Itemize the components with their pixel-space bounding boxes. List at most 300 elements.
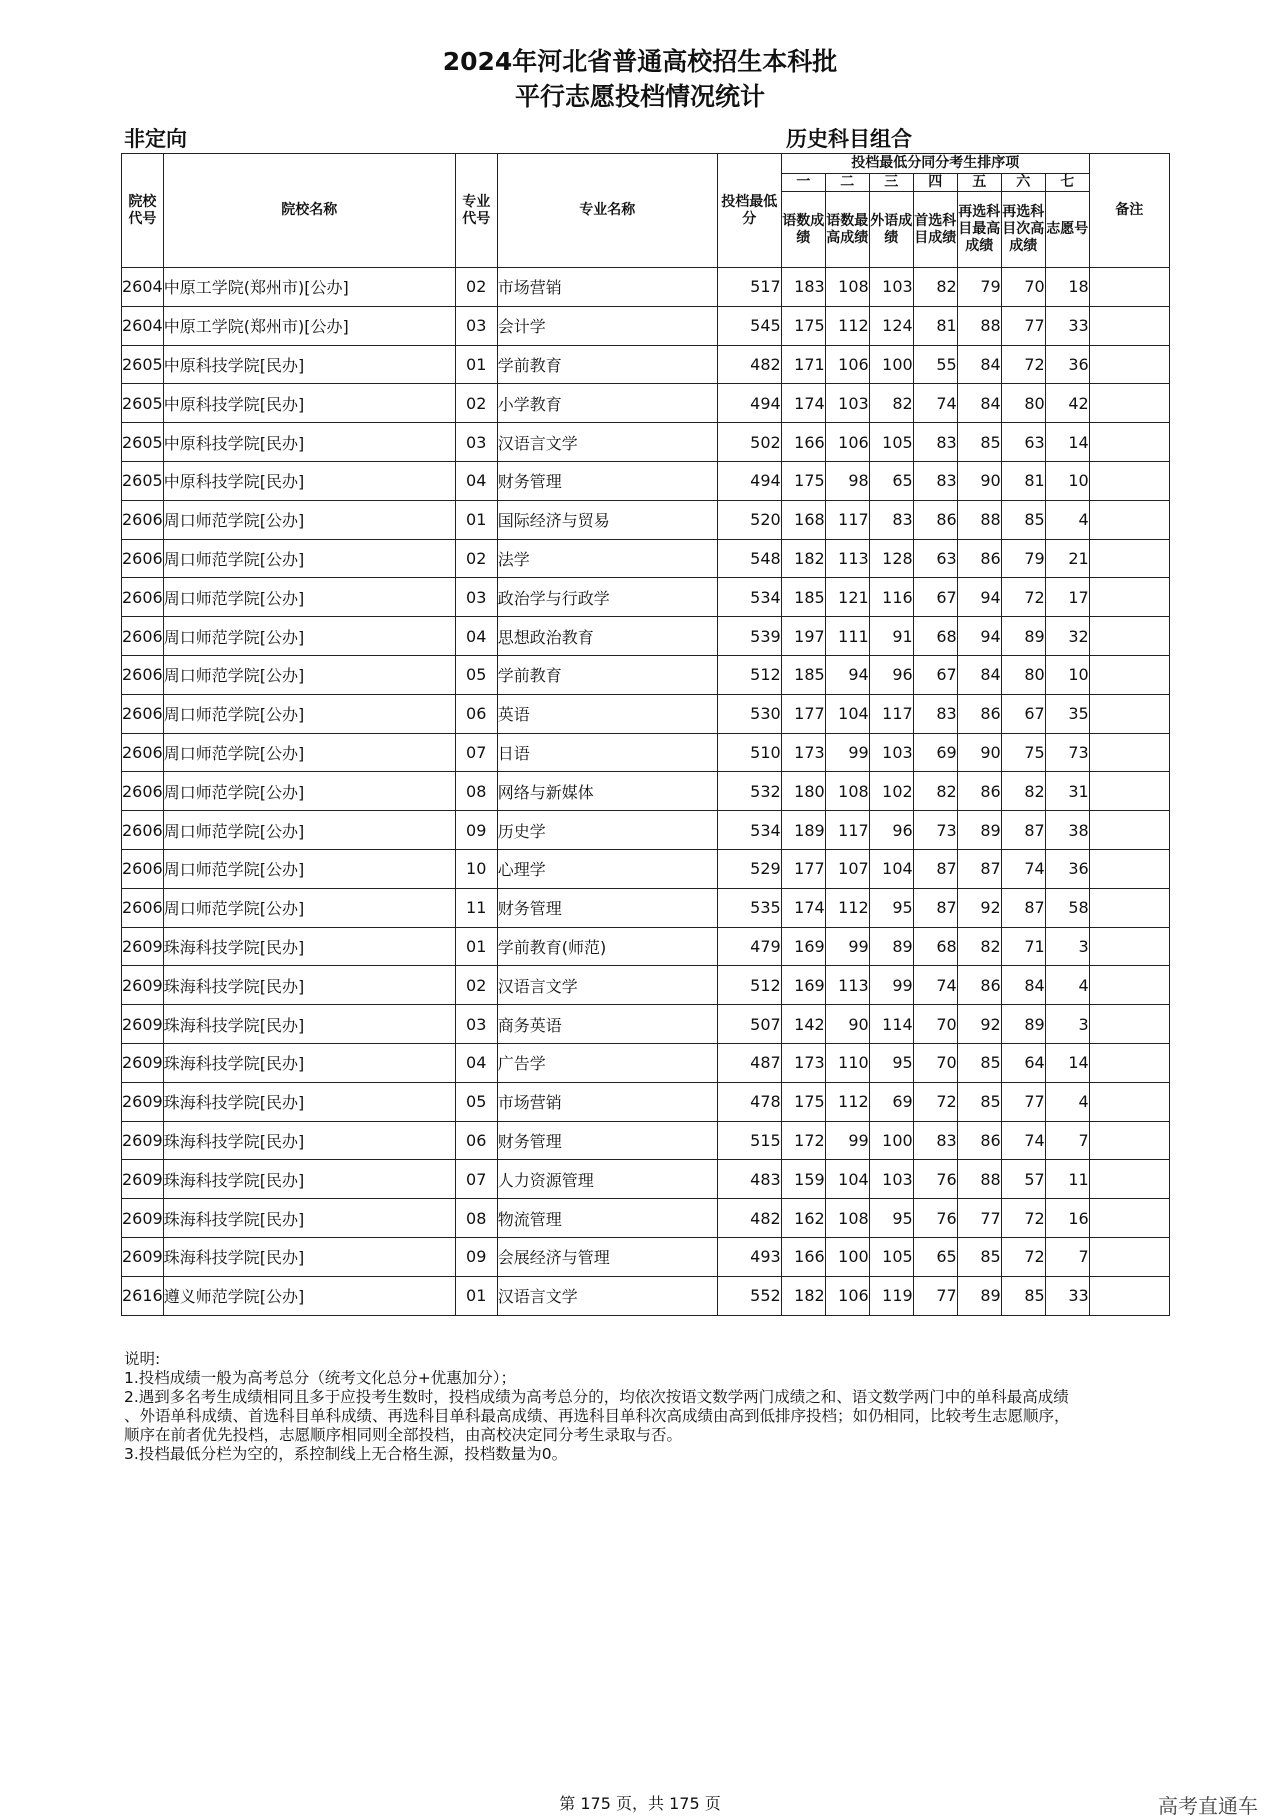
header-min-score: 投档最低分	[717, 154, 781, 268]
min-score-cell: 478	[717, 1082, 781, 1121]
tb-value-cell: 87	[1001, 811, 1045, 850]
school-code-cell: 2609	[122, 1005, 164, 1044]
tb-value-cell: 88	[957, 1160, 1001, 1199]
min-score-cell: 482	[717, 345, 781, 384]
school-code-cell: 2609	[122, 1082, 164, 1121]
school-code-cell: 2606	[122, 888, 164, 927]
tb-value-cell: 177	[781, 849, 825, 888]
school-code-cell: 2605	[122, 384, 164, 423]
tb-value-cell: 95	[869, 1043, 913, 1082]
tb-value-cell: 174	[781, 888, 825, 927]
table-row	[122, 461, 1170, 500]
table-row	[122, 1082, 1170, 1121]
header-tb-num: 五	[957, 174, 1001, 192]
header-school-name: 院校名称	[163, 154, 455, 268]
tb-value-cell: 100	[825, 1237, 869, 1276]
major-code-cell: 01	[455, 500, 497, 539]
min-score-cell: 512	[717, 966, 781, 1005]
tb-value-cell: 73	[913, 811, 957, 850]
tb-value-cell: 64	[1001, 1043, 1045, 1082]
tb-value-cell: 85	[957, 1237, 1001, 1276]
remark-cell	[1089, 500, 1169, 539]
tb-value-cell: 99	[825, 927, 869, 966]
school-name-cell: 周口师范学院[公办]	[163, 733, 455, 772]
school-name-cell: 周口师范学院[公办]	[163, 655, 455, 694]
remark-cell	[1089, 1237, 1169, 1276]
header-tb-num: 三	[869, 174, 913, 192]
tb-value-cell: 94	[825, 655, 869, 694]
table-row	[122, 927, 1170, 966]
category-label: 非定向	[124, 127, 187, 151]
tb-value-cell: 63	[913, 539, 957, 578]
table-row	[122, 617, 1170, 656]
table-row	[122, 772, 1170, 811]
tb-value-cell: 77	[913, 1276, 957, 1315]
min-score-cell: 520	[717, 500, 781, 539]
tb-value-cell: 72	[913, 1082, 957, 1121]
school-code-cell: 2605	[122, 345, 164, 384]
tb-value-cell: 83	[913, 423, 957, 462]
school-code-cell: 2604	[122, 306, 164, 345]
school-name-cell: 中原工学院(郑州市)[公办]	[163, 268, 455, 307]
school-name-cell: 珠海科技学院[民办]	[163, 1043, 455, 1082]
remark-cell	[1089, 772, 1169, 811]
major-name-cell: 商务英语	[497, 1005, 717, 1044]
school-name-cell: 周口师范学院[公办]	[163, 578, 455, 617]
tb-value-cell: 162	[781, 1199, 825, 1238]
major-code-cell: 05	[455, 655, 497, 694]
tb-value-cell: 99	[825, 733, 869, 772]
school-name-cell: 珠海科技学院[民办]	[163, 1199, 455, 1238]
min-score-cell: 512	[717, 655, 781, 694]
watermark: 高考直通车	[1158, 1794, 1258, 1818]
remark-cell	[1089, 1199, 1169, 1238]
tb-value-cell: 85	[1001, 500, 1045, 539]
tb-value-cell: 89	[1001, 617, 1045, 656]
tb-value-cell: 197	[781, 617, 825, 656]
tb-value-cell: 173	[781, 733, 825, 772]
tb-value-cell: 65	[869, 461, 913, 500]
remark-cell	[1089, 1005, 1169, 1044]
tb-value-cell: 14	[1045, 423, 1089, 462]
tb-value-cell: 106	[825, 1276, 869, 1315]
remark-cell	[1089, 539, 1169, 578]
tb-value-cell: 173	[781, 1043, 825, 1082]
tb-value-cell: 121	[825, 578, 869, 617]
school-name-cell: 珠海科技学院[民办]	[163, 1237, 455, 1276]
tb-value-cell: 95	[869, 888, 913, 927]
major-name-cell: 财务管理	[497, 1121, 717, 1160]
tb-value-cell: 106	[825, 423, 869, 462]
tb-value-cell: 175	[781, 461, 825, 500]
tb-value-cell: 168	[781, 500, 825, 539]
major-code-cell: 07	[455, 1160, 497, 1199]
tb-value-cell: 171	[781, 345, 825, 384]
tb-value-cell: 11	[1045, 1160, 1089, 1199]
major-name-cell: 会计学	[497, 306, 717, 345]
tb-value-cell: 119	[869, 1276, 913, 1315]
min-score-cell: 502	[717, 423, 781, 462]
school-name-cell: 中原工学院(郑州市)[公办]	[163, 306, 455, 345]
tb-value-cell: 36	[1045, 849, 1089, 888]
remark-cell	[1089, 849, 1169, 888]
tb-value-cell: 63	[1001, 423, 1045, 462]
school-name-cell: 珠海科技学院[民办]	[163, 966, 455, 1005]
min-score-cell: 479	[717, 927, 781, 966]
tb-value-cell: 108	[825, 1199, 869, 1238]
school-code-cell: 2605	[122, 461, 164, 500]
remark-cell	[1089, 306, 1169, 345]
subject-combination-label: 历史科目组合	[786, 127, 912, 151]
tb-value-cell: 4	[1045, 966, 1089, 1005]
tb-value-cell: 84	[957, 345, 1001, 384]
school-code-cell: 2604	[122, 268, 164, 307]
table-row	[122, 849, 1170, 888]
table-row	[122, 384, 1170, 423]
notes-heading: 说明:	[124, 1350, 161, 1368]
table-row	[122, 423, 1170, 462]
major-name-cell: 汉语言文学	[497, 966, 717, 1005]
header-tb-label: 外语成绩	[869, 192, 913, 268]
major-name-cell: 法学	[497, 539, 717, 578]
note-line: 3.投档最低分栏为空的，系控制线上无合格生源，投档数量为0。	[124, 1445, 568, 1463]
tb-value-cell: 36	[1045, 345, 1089, 384]
page-footer: 第 175 页，共 175 页	[559, 1794, 721, 1813]
tb-value-cell: 38	[1045, 811, 1089, 850]
tb-value-cell: 113	[825, 966, 869, 1005]
major-code-cell: 07	[455, 733, 497, 772]
tb-value-cell: 68	[913, 927, 957, 966]
tb-value-cell: 77	[1001, 306, 1045, 345]
header-tb-label: 志愿号	[1045, 192, 1089, 268]
tb-value-cell: 7	[1045, 1121, 1089, 1160]
remark-cell	[1089, 966, 1169, 1005]
tb-value-cell: 104	[869, 849, 913, 888]
tb-value-cell: 89	[957, 1276, 1001, 1315]
school-name-cell: 周口师范学院[公办]	[163, 694, 455, 733]
remark-cell	[1089, 268, 1169, 307]
page-subtitle: 平行志愿投档情况统计	[514, 82, 765, 111]
tb-value-cell: 87	[1001, 888, 1045, 927]
tb-value-cell: 90	[957, 733, 1001, 772]
remark-cell	[1089, 694, 1169, 733]
min-score-cell: 532	[717, 772, 781, 811]
remark-cell	[1089, 927, 1169, 966]
tb-value-cell: 183	[781, 268, 825, 307]
major-name-cell: 英语	[497, 694, 717, 733]
note-line: 1.投档成绩一般为高考总分（统考文化总分+优惠加分）；	[124, 1369, 517, 1387]
major-name-cell: 物流管理	[497, 1199, 717, 1238]
remark-cell	[1089, 1121, 1169, 1160]
tb-value-cell: 94	[957, 617, 1001, 656]
major-code-cell: 01	[455, 927, 497, 966]
tb-value-cell: 88	[957, 306, 1001, 345]
tb-value-cell: 85	[957, 1082, 1001, 1121]
tb-value-cell: 21	[1045, 539, 1089, 578]
tb-value-cell: 116	[869, 578, 913, 617]
major-name-cell: 汉语言文学	[497, 423, 717, 462]
major-code-cell: 08	[455, 772, 497, 811]
major-code-cell: 02	[455, 539, 497, 578]
tb-value-cell: 89	[1001, 1005, 1045, 1044]
major-name-cell: 学前教育(师范)	[497, 927, 717, 966]
school-code-cell: 2606	[122, 733, 164, 772]
table-row	[122, 1160, 1170, 1199]
school-code-cell: 2609	[122, 927, 164, 966]
tb-value-cell: 177	[781, 694, 825, 733]
table-row	[122, 1276, 1170, 1315]
major-name-cell: 财务管理	[497, 461, 717, 500]
school-code-cell: 2606	[122, 849, 164, 888]
tb-value-cell: 70	[913, 1043, 957, 1082]
school-name-cell: 珠海科技学院[民办]	[163, 1082, 455, 1121]
tb-value-cell: 3	[1045, 1005, 1089, 1044]
tb-value-cell: 105	[869, 1237, 913, 1276]
major-code-cell: 01	[455, 1276, 497, 1315]
tb-value-cell: 86	[957, 539, 1001, 578]
school-name-cell: 中原科技学院[民办]	[163, 384, 455, 423]
major-code-cell: 02	[455, 966, 497, 1005]
tb-value-cell: 55	[913, 345, 957, 384]
tb-value-cell: 83	[913, 461, 957, 500]
tb-value-cell: 82	[1001, 772, 1045, 811]
header-tb-label: 语数最高成绩	[825, 192, 869, 268]
tb-value-cell: 87	[913, 849, 957, 888]
header-major-code: 专业代号	[455, 154, 497, 268]
remark-cell	[1089, 811, 1169, 850]
remark-cell	[1089, 1276, 1169, 1315]
tb-value-cell: 77	[957, 1199, 1001, 1238]
header-tb-num: 四	[913, 174, 957, 192]
header-tb-num: 七	[1045, 174, 1089, 192]
tb-value-cell: 180	[781, 772, 825, 811]
header-tb-label: 语数成绩	[781, 192, 825, 268]
table-row	[122, 888, 1170, 927]
major-name-cell: 思想政治教育	[497, 617, 717, 656]
header-tb-num: 六	[1001, 174, 1045, 192]
tb-value-cell: 81	[913, 306, 957, 345]
tb-value-cell: 83	[913, 1121, 957, 1160]
tb-value-cell: 14	[1045, 1043, 1089, 1082]
table-row	[122, 500, 1170, 539]
min-score-cell: 530	[717, 694, 781, 733]
tb-value-cell: 91	[869, 617, 913, 656]
tb-value-cell: 117	[869, 694, 913, 733]
school-code-cell: 2606	[122, 500, 164, 539]
tb-value-cell: 92	[957, 1005, 1001, 1044]
tb-value-cell: 86	[957, 772, 1001, 811]
tb-value-cell: 166	[781, 1237, 825, 1276]
school-name-cell: 珠海科技学院[民办]	[163, 927, 455, 966]
school-name-cell: 周口师范学院[公办]	[163, 539, 455, 578]
major-name-cell: 市场营销	[497, 268, 717, 307]
tb-value-cell: 4	[1045, 500, 1089, 539]
school-name-cell: 周口师范学院[公办]	[163, 849, 455, 888]
major-name-cell: 日语	[497, 733, 717, 772]
school-code-cell: 2606	[122, 578, 164, 617]
table-row	[122, 733, 1170, 772]
major-name-cell: 财务管理	[497, 888, 717, 927]
table-row	[122, 268, 1170, 307]
tb-value-cell: 175	[781, 306, 825, 345]
tb-value-cell: 104	[825, 1160, 869, 1199]
major-name-cell: 网络与新媒体	[497, 772, 717, 811]
tb-value-cell: 68	[913, 617, 957, 656]
tb-value-cell: 82	[957, 927, 1001, 966]
major-name-cell: 国际经济与贸易	[497, 500, 717, 539]
tb-value-cell: 17	[1045, 578, 1089, 617]
tb-value-cell: 185	[781, 578, 825, 617]
min-score-cell: 529	[717, 849, 781, 888]
school-code-cell: 2606	[122, 655, 164, 694]
table-row	[122, 811, 1170, 850]
remark-cell	[1089, 888, 1169, 927]
tb-value-cell: 82	[913, 268, 957, 307]
note-line: 顺序在前者优先投档，志愿顺序相同则全部投档，由高校决定同分考生录取与否。	[124, 1426, 683, 1444]
note-line: 2.遇到多名考生成绩相同且多于应投考生数时，投档成绩为高考总分的，均依次按语文数学两门成绩之和、语文数学两门中的单科最高成绩	[124, 1388, 1069, 1406]
table-row	[122, 655, 1170, 694]
tb-value-cell: 32	[1045, 617, 1089, 656]
tb-value-cell: 124	[869, 306, 913, 345]
tb-value-cell: 80	[1001, 384, 1045, 423]
tb-value-cell: 7	[1045, 1237, 1089, 1276]
tb-value-cell: 76	[913, 1160, 957, 1199]
major-name-cell: 学前教育	[497, 655, 717, 694]
tb-value-cell: 18	[1045, 268, 1089, 307]
school-code-cell: 2616	[122, 1276, 164, 1315]
tb-value-cell: 77	[1001, 1082, 1045, 1121]
major-code-cell: 05	[455, 1082, 497, 1121]
tb-value-cell: 89	[869, 927, 913, 966]
tb-value-cell: 99	[869, 966, 913, 1005]
tb-value-cell: 96	[869, 811, 913, 850]
min-score-cell: 510	[717, 733, 781, 772]
tb-value-cell: 112	[825, 306, 869, 345]
table-row	[122, 345, 1170, 384]
tb-value-cell: 110	[825, 1043, 869, 1082]
tb-value-cell: 3	[1045, 927, 1089, 966]
tb-value-cell: 169	[781, 966, 825, 1005]
remark-cell	[1089, 345, 1169, 384]
remark-cell	[1089, 461, 1169, 500]
min-score-cell: 487	[717, 1043, 781, 1082]
admission-table	[121, 153, 1170, 1316]
tb-value-cell: 80	[1001, 655, 1045, 694]
tb-value-cell: 33	[1045, 306, 1089, 345]
major-name-cell: 小学教育	[497, 384, 717, 423]
min-score-cell: 545	[717, 306, 781, 345]
tb-value-cell: 113	[825, 539, 869, 578]
tb-value-cell: 85	[1001, 1276, 1045, 1315]
tb-value-cell: 74	[913, 966, 957, 1005]
tb-value-cell: 87	[913, 888, 957, 927]
tb-value-cell: 96	[869, 655, 913, 694]
tb-value-cell: 73	[1045, 733, 1089, 772]
tb-value-cell: 67	[1001, 694, 1045, 733]
major-code-cell: 03	[455, 306, 497, 345]
school-name-cell: 周口师范学院[公办]	[163, 772, 455, 811]
header-remark: 备注	[1089, 154, 1169, 268]
tb-value-cell: 86	[913, 500, 957, 539]
tb-value-cell: 95	[869, 1199, 913, 1238]
major-name-cell: 历史学	[497, 811, 717, 850]
major-code-cell: 02	[455, 384, 497, 423]
table-row	[122, 966, 1170, 1005]
school-code-cell: 2609	[122, 1160, 164, 1199]
school-code-cell: 2609	[122, 1121, 164, 1160]
school-code-cell: 2606	[122, 811, 164, 850]
tb-value-cell: 112	[825, 1082, 869, 1121]
major-name-cell: 会展经济与管理	[497, 1237, 717, 1276]
min-score-cell: 534	[717, 811, 781, 850]
tb-value-cell: 86	[957, 694, 1001, 733]
tb-value-cell: 174	[781, 384, 825, 423]
min-score-cell: 494	[717, 461, 781, 500]
table-row	[122, 694, 1170, 733]
tb-value-cell: 90	[825, 1005, 869, 1044]
remark-cell	[1089, 1043, 1169, 1082]
tb-value-cell: 104	[825, 694, 869, 733]
table-row	[122, 306, 1170, 345]
tb-value-cell: 98	[825, 461, 869, 500]
header-tb-label: 再选科目次高成绩	[1001, 192, 1045, 268]
school-code-cell: 2609	[122, 1199, 164, 1238]
tb-value-cell: 84	[957, 655, 1001, 694]
tb-value-cell: 182	[781, 539, 825, 578]
remark-cell	[1089, 578, 1169, 617]
table-row	[122, 1237, 1170, 1276]
tb-value-cell: 112	[825, 888, 869, 927]
tb-value-cell: 16	[1045, 1199, 1089, 1238]
tb-value-cell: 31	[1045, 772, 1089, 811]
min-score-cell: 494	[717, 384, 781, 423]
min-score-cell: 483	[717, 1160, 781, 1199]
tb-value-cell: 117	[825, 500, 869, 539]
major-name-cell: 人力资源管理	[497, 1160, 717, 1199]
remark-cell	[1089, 423, 1169, 462]
tb-value-cell: 90	[957, 461, 1001, 500]
tb-value-cell: 85	[957, 1043, 1001, 1082]
school-code-cell: 2605	[122, 423, 164, 462]
tb-value-cell: 10	[1045, 655, 1089, 694]
tb-value-cell: 108	[825, 772, 869, 811]
tb-value-cell: 159	[781, 1160, 825, 1199]
tb-value-cell: 100	[869, 1121, 913, 1160]
tb-value-cell: 57	[1001, 1160, 1045, 1199]
header-tb-label: 再选科目最高成绩	[957, 192, 1001, 268]
tb-value-cell: 33	[1045, 1276, 1089, 1315]
tb-value-cell: 72	[1001, 345, 1045, 384]
tb-value-cell: 42	[1045, 384, 1089, 423]
min-score-cell: 548	[717, 539, 781, 578]
tb-value-cell: 74	[913, 384, 957, 423]
school-code-cell: 2609	[122, 1043, 164, 1082]
tb-value-cell: 79	[957, 268, 1001, 307]
tb-value-cell: 172	[781, 1121, 825, 1160]
major-code-cell: 08	[455, 1199, 497, 1238]
tb-value-cell: 94	[957, 578, 1001, 617]
tb-value-cell: 103	[869, 733, 913, 772]
tb-value-cell: 67	[913, 578, 957, 617]
school-name-cell: 珠海科技学院[民办]	[163, 1160, 455, 1199]
table-row	[122, 578, 1170, 617]
tb-value-cell: 114	[869, 1005, 913, 1044]
school-name-cell: 周口师范学院[公办]	[163, 811, 455, 850]
table-row	[122, 539, 1170, 578]
tb-value-cell: 72	[1001, 1237, 1045, 1276]
remark-cell	[1089, 384, 1169, 423]
major-code-cell: 03	[455, 1005, 497, 1044]
